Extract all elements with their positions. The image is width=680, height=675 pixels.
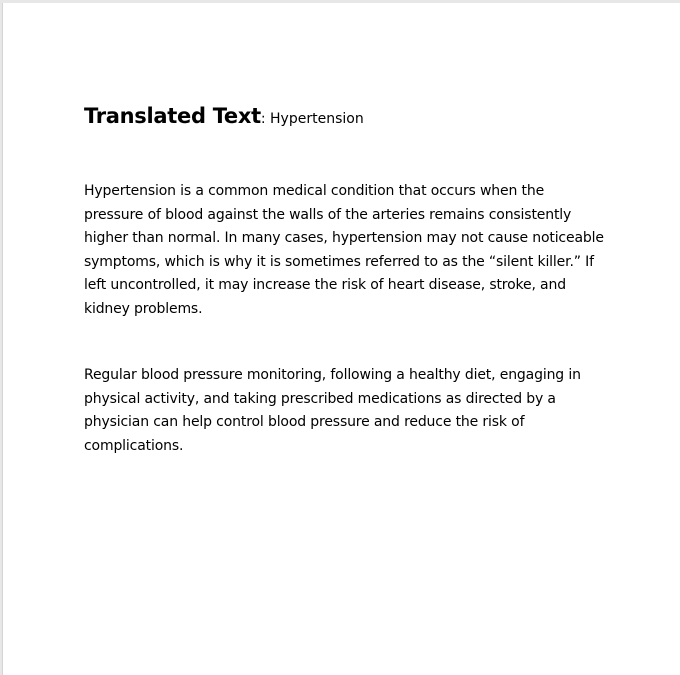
heading-title: Translated Text	[84, 104, 261, 128]
document-heading	[84, 104, 364, 128]
paragraph-2: Regular blood pressure monitoring, following a healthy diet, engaging in physical activity, and taking prescribed medications as directed by a physician can help control blood pressure and reduce the risk of complications.	[84, 367, 581, 454]
heading-subtitle: : Hypertension	[260, 111, 364, 127]
document-page	[2, 3, 680, 675]
paragraph-1: Hypertension is a common medical condition that occurs when the pressure of blood against the walls of the arteries remains consistently higher than normal. In many cases, hypertension may not cause noticeable symptoms, which is why it is sometimes referred to as the “silent killer.” If left uncontrolled, it may increase the risk of heart disease, stroke, and kidney problems.	[84, 183, 604, 317]
